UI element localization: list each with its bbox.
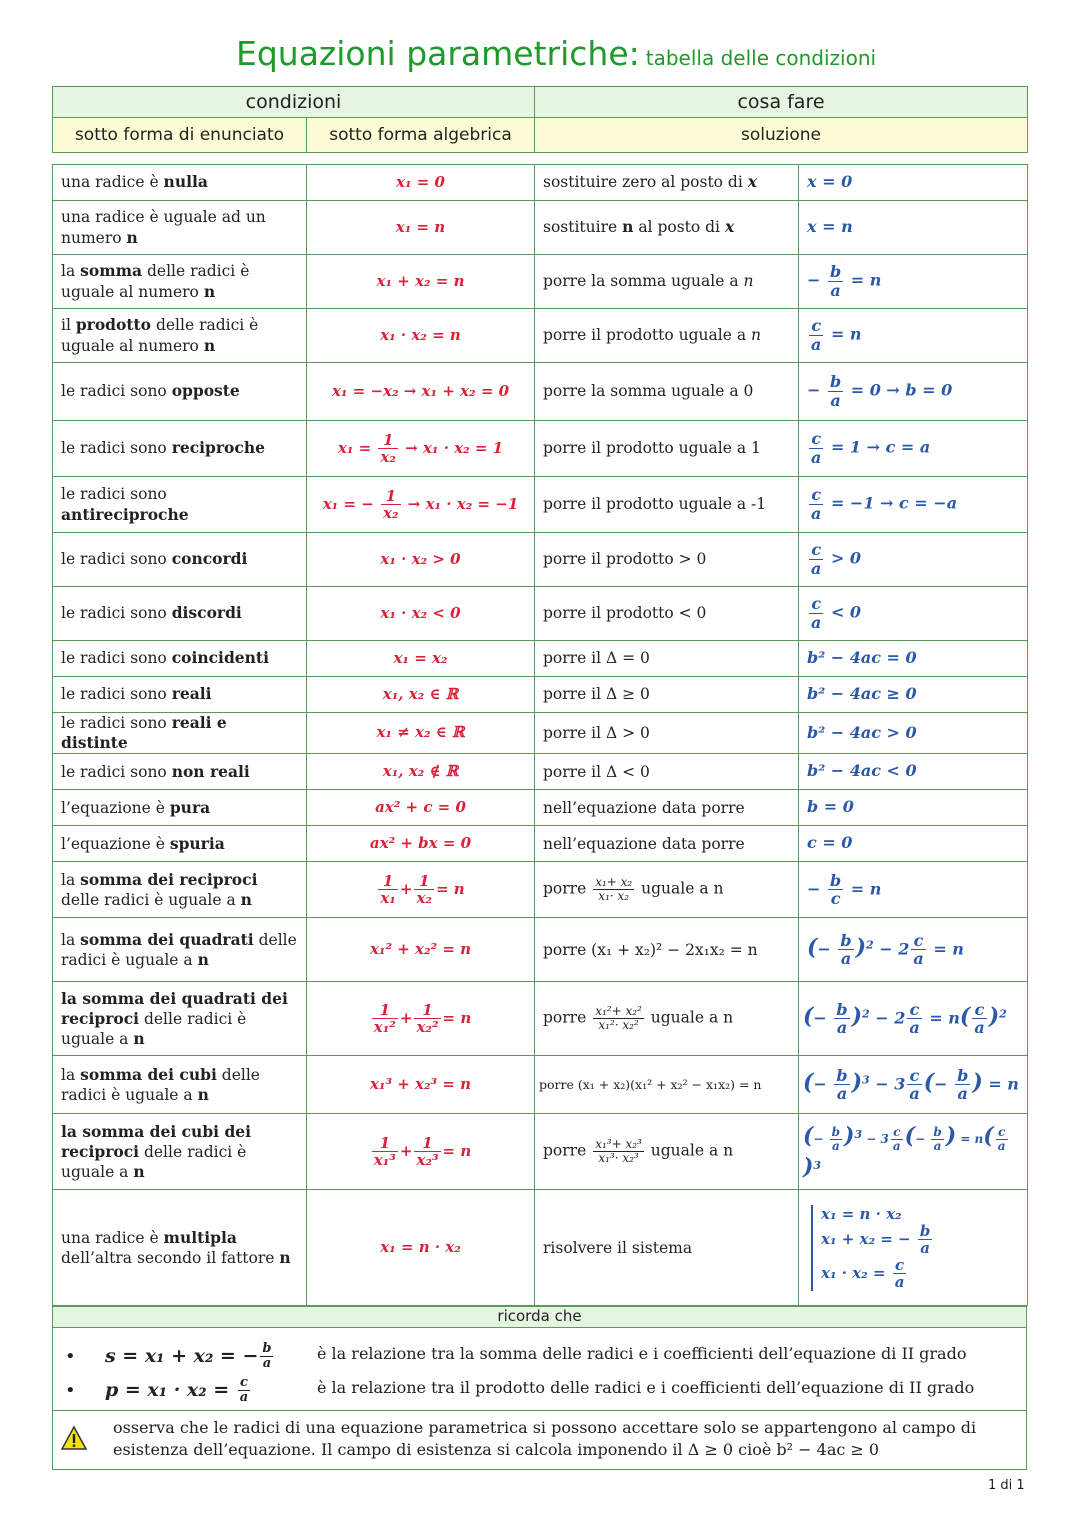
row-action: porre il Δ ≥ 0	[535, 677, 799, 713]
table-row	[53, 754, 1028, 790]
fraction: $\frac{1}{\text{x₁³}}$	[373, 1133, 396, 1170]
fraction: $\frac{b}{c}$	[829, 870, 842, 909]
fraction: $\frac{\text{x₁+ x₂}}{\text{x₁· x₂}}$	[595, 875, 633, 904]
row-action: porre (x₁ + x₂)² − 2x₁x₂ = n	[535, 918, 799, 982]
row-condition: l’equazione è pura	[53, 790, 307, 826]
row-action: nell’equazione data porre	[535, 826, 799, 862]
table-row	[53, 255, 1028, 309]
row-condition: il prodotto delle radici è uguale al numero n	[53, 309, 307, 363]
product-description: è la relazione tra il prodotto delle radici e i coefficienti dell’equazione di II grado	[317, 1378, 975, 1397]
row-condition: la somma dei cubi delle radici è uguale a n	[53, 1056, 307, 1114]
table-row	[53, 309, 1028, 363]
fraction: $\frac{c}{a}$	[997, 1124, 1006, 1153]
fraction: $\frac{c}{a}$	[909, 999, 920, 1038]
row-action: porre il prodotto > 0	[535, 533, 799, 587]
row-condition: le radici sono coincidenti	[53, 641, 307, 677]
header-soluzione: soluzione	[535, 118, 1028, 153]
fraction: $\frac{c}{a}$	[811, 485, 822, 523]
table-row	[53, 1056, 1028, 1114]
product-relation	[65, 1372, 1015, 1406]
row-condition: le radici sono antireciproche	[53, 477, 307, 533]
table-row	[53, 1114, 1028, 1190]
row-condition: le radici sono reciproche	[53, 421, 307, 477]
row-condition: le radici sono concordi	[53, 533, 307, 587]
row-algebra: $\frac{1}{\text{x₁³}}$ + $\frac{1}{\text{x₂³}}$ = n	[307, 1114, 535, 1190]
row-condition: la somma dei cubi dei reciproci delle radici è uguale a n	[53, 1114, 307, 1190]
row-action: porre la somma uguale a 0	[535, 363, 799, 421]
fraction: $\frac{1}{\text{x₂³}}$	[416, 1133, 439, 1170]
row-action: nell’equazione data porre	[535, 790, 799, 826]
fraction: $\frac{c}{a}$	[811, 429, 822, 467]
row-algebra: $\frac{1}{\text{x₁}}$ + $\frac{1}{\text{x₂}}$ = n	[307, 862, 535, 918]
row-solution: − $\frac{b}{a}$ = 0 → b = 0	[799, 363, 1028, 421]
row-condition: la somma delle radici è uguale al numero n	[53, 255, 307, 309]
row-action: sostituire zero al posto di x	[535, 165, 799, 201]
row-solution: b² − 4ac ≥ 0	[799, 677, 1028, 713]
table-row	[53, 201, 1028, 255]
row-algebra: x₁ = 0	[307, 165, 535, 201]
row-action: porre il prodotto uguale a 1	[535, 421, 799, 477]
row-condition: la somma dei quadrati dei reciproci delle radici è uguale a n	[53, 982, 307, 1056]
table-row	[53, 826, 1028, 862]
row-condition: le radici sono non reali	[53, 754, 307, 790]
row-condition: una radice è multipla dell’altra secondo il fattore n	[53, 1190, 307, 1306]
fraction: $\frac{b}{a}$	[840, 930, 852, 969]
row-algebra: x₁ = n	[307, 201, 535, 255]
row-algebra: x₁² + x₂² = n	[307, 918, 535, 982]
row-action: porre (x₁ + x₂)(x₁² + x₂² − x₁x₂) = n	[535, 1056, 799, 1114]
row-solution: (− $\frac{b}{a}$ )3 − 3 $\frac{c}{a}$ (− $\frac{b}{a}$ ) = n( $\frac{c}{a}$ )3	[799, 1114, 1028, 1190]
fraction: $\frac{\text{x₁²+ x₂²}}{\text{x₁²· x₂²}}$	[595, 1004, 642, 1033]
table-row	[53, 477, 1028, 533]
fraction: $\frac{b}{a}$	[957, 1065, 969, 1104]
sum-description: è la relazione tra la somma delle radici e i coefficienti dell’equazione di II grado	[317, 1344, 967, 1363]
row-solution: c = 0	[799, 826, 1028, 862]
table-row	[53, 862, 1028, 918]
fraction: $\frac{b}{a}$	[829, 372, 842, 410]
row-algebra: x₁ = n · x₂	[307, 1190, 535, 1306]
row-condition: l’equazione è spuria	[53, 826, 307, 862]
row-solution: $\frac{c}{a}$ = n	[799, 309, 1028, 363]
table-row	[53, 677, 1028, 713]
row-algebra: ax² + c = 0	[307, 790, 535, 826]
fraction: $\frac{c}{a}$	[811, 594, 822, 632]
table-row	[53, 982, 1028, 1056]
row-solution: − $\frac{b}{c}$ = n	[799, 862, 1028, 918]
row-algebra: x₁ = x₂	[307, 641, 535, 677]
fraction: $\frac{b}{a}$	[829, 262, 842, 300]
fraction: $\frac{b}{a}$	[836, 999, 848, 1038]
product-formula: p = x₁ · x₂ = $\frac{c}{a}$	[105, 1375, 249, 1406]
row-solution: b² − 4ac = 0	[799, 641, 1028, 677]
fraction: $\frac{c}{a}$	[909, 1065, 920, 1104]
header-cosa-fare: cosa fare	[535, 87, 1028, 118]
bullet: •	[65, 1380, 76, 1401]
row-algebra: x₁ = −x₂ → x₁ + x₂ = 0	[307, 363, 535, 421]
row-condition: le radici sono discordi	[53, 587, 307, 641]
row-solution: x = 0	[799, 165, 1028, 201]
remember-label: ricorda che	[52, 1306, 1027, 1328]
row-algebra: x₁ = − $\frac{1}{\text{x₂}}$ → x₁ · x₂ = −1	[307, 477, 535, 533]
row-condition: le radici sono reali e distinte	[53, 713, 307, 754]
fraction: $\frac{b}{a}$	[836, 1065, 848, 1104]
row-action: porre il Δ < 0	[535, 754, 799, 790]
row-algebra: x₁ + x₂ = n	[307, 255, 535, 309]
row-solution: (− $\frac{b}{a}$ )$^3$ − 3 $\frac{c}{a}$ (− $\frac{b}{a}$ ) = n	[799, 1056, 1028, 1114]
row-algebra: x₁ ≠ x₂ ∈ ℝ	[307, 713, 535, 754]
table-row	[53, 1190, 1028, 1306]
sum-relation	[65, 1338, 1015, 1372]
row-action: porre il Δ > 0	[535, 713, 799, 754]
row-condition: la somma dei quadrati delle radici è uguale a n	[53, 918, 307, 982]
row-solution: $\frac{c}{a}$ = 1 → c = a	[799, 421, 1028, 477]
fraction: $\frac{1}{\text{x₂}}$	[380, 430, 396, 466]
sum-formula: s = x₁ + x₂ = − $\frac{b}{a}$	[105, 1341, 272, 1372]
remember-box	[52, 1328, 1027, 1411]
row-solution: b² − 4ac < 0	[799, 754, 1028, 790]
row-action: porre il prodotto uguale a n	[535, 309, 799, 363]
row-condition: le radici sono opposte	[53, 363, 307, 421]
row-solution: (− $\frac{b}{a}$ )$^2$ − 2 $\frac{c}{a}$ = n( $\frac{c}{a}$ )$^2$	[799, 982, 1028, 1056]
warning-note	[52, 1411, 1027, 1470]
table-row	[53, 713, 1028, 754]
fraction: $\frac{b}{a}$	[919, 1221, 931, 1258]
row-algebra: ax² + bx = 0	[307, 826, 535, 862]
row-algebra: $\frac{1}{\text{x₁²}}$ + $\frac{1}{\text{x₂²}}$ = n	[307, 982, 535, 1056]
row-solution: − $\frac{b}{a}$ = n	[799, 255, 1028, 309]
fraction: $\frac{1}{\text{x₁}}$	[380, 871, 396, 908]
fraction: $\frac{1}{\text{x₂}}$	[416, 871, 432, 908]
row-solution: $\frac{c}{a}$ > 0	[799, 533, 1028, 587]
table-row	[53, 165, 1028, 201]
row-action: risolvere il sistema	[535, 1190, 799, 1306]
header-algebrica: sotto forma algebrica	[307, 118, 535, 153]
bullet: •	[65, 1346, 76, 1367]
table-row	[53, 363, 1028, 421]
fraction: $\frac{c}{a}$	[894, 1255, 905, 1292]
table-row	[53, 918, 1028, 982]
table-row	[53, 533, 1028, 587]
fraction: $\frac{1}{\text{x₂}}$	[383, 486, 399, 522]
table-row	[53, 587, 1028, 641]
table-row	[53, 421, 1028, 477]
header-enunciato: sotto forma di enunciato	[53, 118, 307, 153]
row-algebra: x₁³ + x₂³ = n	[307, 1056, 535, 1114]
row-algebra: x₁, x₂ ∉ ℝ	[307, 754, 535, 790]
row-algebra: x₁ · x₂ > 0	[307, 533, 535, 587]
row-solution: b = 0	[799, 790, 1028, 826]
fraction: $\frac{c}{a}$	[913, 930, 924, 969]
title-main: Equazioni parametriche:	[236, 34, 640, 73]
fraction: $\frac{1}{\text{x₁²}}$	[373, 1000, 396, 1037]
row-action: porre il prodotto < 0	[535, 587, 799, 641]
row-solution: $\frac{c}{a}$ = −1 → c = −a	[799, 477, 1028, 533]
row-solution	[799, 1190, 1028, 1306]
row-algebra: x₁ · x₂ < 0	[307, 587, 535, 641]
fraction: $\frac{b}{a}$	[262, 1341, 272, 1372]
row-action: porre $\frac{\text{x₁³+ x₂³}}{\text{x₁³· x₂³}}$ uguale a n	[535, 1114, 799, 1190]
table-row	[53, 641, 1028, 677]
row-action: porre il Δ = 0	[535, 641, 799, 677]
row-algebra: x₁ · x₂ = n	[307, 309, 535, 363]
row-solution: $\frac{c}{a}$ < 0	[799, 587, 1028, 641]
fraction: $\frac{c}{a}$	[811, 540, 822, 578]
row-action: porre $\frac{\text{x₁²+ x₂²}}{\text{x₁²· x₂²}}$ uguale a n	[535, 982, 799, 1056]
row-action: sostituire n al posto di x	[535, 201, 799, 255]
row-algebra: x₁ = $\frac{1}{\text{x₂}}$ → x₁ · x₂ = 1	[307, 421, 535, 477]
row-solution: x = n	[799, 201, 1028, 255]
page-title	[236, 34, 1056, 73]
system-of-equations: x₁ = n · x₂ x₁ + x₂ = − $\frac{b}{a}$ x₁ · x₂ = $\frac{c}{a}$	[811, 1205, 1019, 1291]
row-algebra: x₁, x₂ ∈ ℝ	[307, 677, 535, 713]
conditions-table	[52, 164, 1028, 1306]
row-action: porre la somma uguale a n	[535, 255, 799, 309]
fraction: $\frac{c}{a}$	[811, 316, 822, 354]
table-row	[53, 790, 1028, 826]
fraction: $\frac{\text{x₁³+ x₂³}}{\text{x₁³· x₂³}}$	[595, 1137, 642, 1166]
fraction: $\frac{1}{\text{x₂²}}$	[416, 1000, 439, 1037]
row-condition: una radice è nulla	[53, 165, 307, 201]
row-action: porre $\frac{\text{x₁+ x₂}}{\text{x₁· x₂}}$ uguale a n	[535, 862, 799, 918]
warning-icon	[61, 1425, 87, 1451]
note-text: osserva che le radici di una equazione parametrica si possono accettare solo se appartengono al campo di esistenza dell’equazione. Il campo di esistenza si calcola imponendo il Δ ≥ 0 cioè b² − 4ac ≥ 0	[113, 1418, 977, 1459]
fraction: $\frac{b}{a}$	[933, 1124, 942, 1153]
fraction: $\frac{c}{a}$	[892, 1124, 901, 1153]
row-condition: la somma dei reciproci delle radici è uguale a n	[53, 862, 307, 918]
row-solution: b² − 4ac > 0	[799, 713, 1028, 754]
page-number: 1 di 1	[988, 1478, 1025, 1493]
fraction: $\frac{b}{a}$	[831, 1124, 841, 1153]
header-condizioni: condizioni	[53, 87, 535, 118]
header-table	[52, 86, 1028, 153]
row-condition: le radici sono reali	[53, 677, 307, 713]
row-action: porre il prodotto uguale a -1	[535, 477, 799, 533]
title-sub: tabella delle condizioni	[645, 46, 877, 70]
fraction: $\frac{c}{a}$	[974, 999, 985, 1038]
fraction: $\frac{c}{a}$	[239, 1375, 249, 1406]
row-solution: (− $\frac{b}{a}$ )$^2$ − 2 $\frac{c}{a}$ = n	[799, 918, 1028, 982]
row-condition: una radice è uguale ad un numero n	[53, 201, 307, 255]
